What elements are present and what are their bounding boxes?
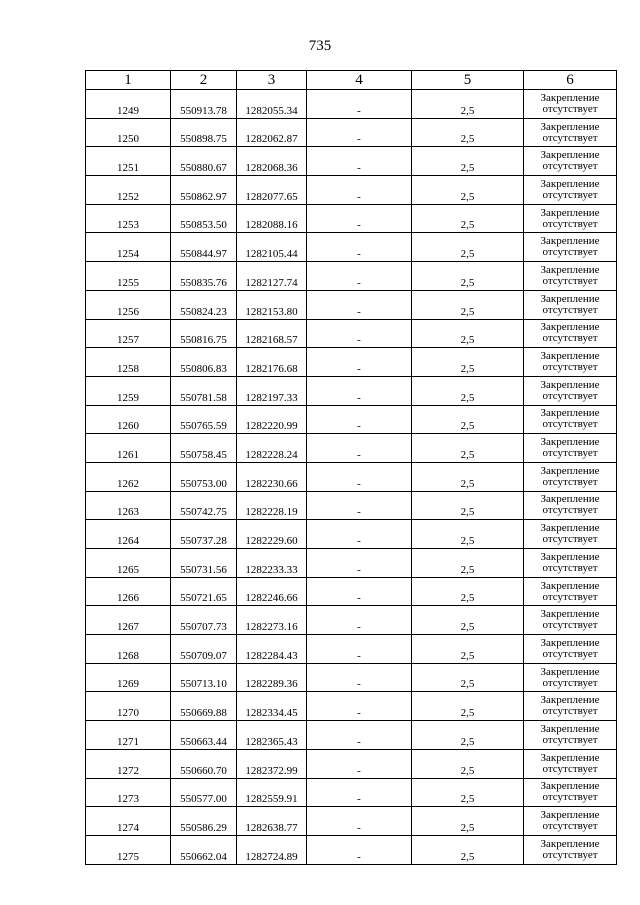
fixing-status-cell [524, 90, 617, 119]
fixing-status-text: Закрепление [540, 722, 600, 735]
point-number-cell: 1274 [86, 807, 171, 836]
column-header-1: 1 [86, 71, 171, 90]
column-4-cell: - [307, 577, 412, 606]
y-coordinate-cell: 1282230.66 [237, 462, 307, 491]
table-row [86, 434, 617, 463]
x-coordinate-cell: 550835.76 [171, 262, 237, 291]
fixing-status-cell [524, 204, 617, 233]
table-row [86, 233, 617, 262]
column-5-cell: 2,5 [412, 692, 524, 721]
fixing-status-cell [524, 807, 617, 836]
table-row [86, 491, 617, 520]
x-coordinate-cell: 550844.97 [171, 233, 237, 262]
column-4-cell: - [307, 549, 412, 578]
point-number-cell: 1269 [86, 663, 171, 692]
column-4-cell: - [307, 233, 412, 262]
x-coordinate-cell: 550862.97 [171, 176, 237, 205]
fixing-status-text: отсутствует [542, 590, 598, 603]
table-row [86, 319, 617, 348]
column-5-cell: 2,5 [412, 778, 524, 807]
point-number-cell: 1259 [86, 376, 171, 405]
fixing-status-cell [524, 749, 617, 778]
column-header-4: 4 [307, 71, 412, 90]
point-number-cell: 1257 [86, 319, 171, 348]
table-row [86, 778, 617, 807]
fixing-status-cell [524, 262, 617, 291]
table-row [86, 462, 617, 491]
x-coordinate-cell: 550758.45 [171, 434, 237, 463]
x-coordinate-cell: 550824.23 [171, 290, 237, 319]
x-coordinate-cell: 550913.78 [171, 90, 237, 119]
column-4-cell: - [307, 778, 412, 807]
point-number-cell: 1260 [86, 405, 171, 434]
point-number-cell: 1256 [86, 290, 171, 319]
fixing-status-cell [524, 434, 617, 463]
fixing-status-text: отсутствует [542, 131, 598, 144]
x-coordinate-cell: 550586.29 [171, 807, 237, 836]
y-coordinate-cell: 1282176.68 [237, 348, 307, 377]
fixing-status-cell [524, 462, 617, 491]
column-5-cell: 2,5 [412, 462, 524, 491]
table-row [86, 90, 617, 119]
y-coordinate-cell: 1282055.34 [237, 90, 307, 119]
fixing-status-cell [524, 577, 617, 606]
column-4-cell: - [307, 90, 412, 119]
column-4-cell: - [307, 807, 412, 836]
fixing-status-text: Закрепление [540, 780, 600, 793]
x-coordinate-cell: 550709.07 [171, 635, 237, 664]
x-coordinate-cell: 550880.67 [171, 147, 237, 176]
x-coordinate-cell: 550853.50 [171, 204, 237, 233]
table-row [86, 520, 617, 549]
x-coordinate-cell: 550713.10 [171, 663, 237, 692]
y-coordinate-cell: 1282197.33 [237, 376, 307, 405]
point-number-cell: 1262 [86, 462, 171, 491]
column-4-cell: - [307, 434, 412, 463]
column-5-cell: 2,5 [412, 491, 524, 520]
column-header-5: 5 [412, 71, 524, 90]
x-coordinate-cell: 550737.28 [171, 520, 237, 549]
point-number-cell: 1258 [86, 348, 171, 377]
fixing-status-text: Закрепление [540, 579, 600, 592]
x-coordinate-cell: 550707.73 [171, 606, 237, 635]
point-number-cell: 1254 [86, 233, 171, 262]
point-number-cell: 1261 [86, 434, 171, 463]
table-row [86, 262, 617, 291]
fixing-status-cell [524, 290, 617, 319]
fixing-status-cell [524, 491, 617, 520]
fixing-status-text: Закрепление [540, 493, 600, 506]
y-coordinate-cell: 1282334.45 [237, 692, 307, 721]
x-coordinate-cell: 550781.58 [171, 376, 237, 405]
column-4-cell: - [307, 204, 412, 233]
y-coordinate-cell: 1282233.33 [237, 549, 307, 578]
column-5-cell: 2,5 [412, 749, 524, 778]
column-5-cell: 2,5 [412, 348, 524, 377]
column-5-cell: 2,5 [412, 577, 524, 606]
fixing-status-cell [524, 778, 617, 807]
fixing-status-text: Закрепление [540, 177, 600, 190]
table-row [86, 807, 617, 836]
fixing-status-cell [524, 405, 617, 434]
fixing-status-text: отсутствует [542, 619, 598, 632]
table-row [86, 749, 617, 778]
x-coordinate-cell: 550577.00 [171, 778, 237, 807]
y-coordinate-cell: 1282559.91 [237, 778, 307, 807]
fixing-status-text: отсутствует [542, 217, 598, 230]
fixing-status-text: отсутствует [542, 303, 598, 316]
fixing-status-cell [524, 348, 617, 377]
point-number-cell: 1270 [86, 692, 171, 721]
fixing-status-text: отсутствует [542, 418, 598, 431]
y-coordinate-cell: 1282062.87 [237, 118, 307, 147]
column-5-cell: 2,5 [412, 663, 524, 692]
fixing-status-text: Закрепление [540, 665, 600, 678]
column-5-cell: 2,5 [412, 721, 524, 750]
column-5-cell: 2,5 [412, 807, 524, 836]
fixing-status-text: отсутствует [542, 733, 598, 746]
table-body [86, 90, 617, 865]
column-5-cell: 2,5 [412, 147, 524, 176]
fixing-status-text: отсутствует [542, 561, 598, 574]
fixing-status-text: Закрепление [540, 235, 600, 248]
fixing-status-text: Закрепление [540, 91, 600, 104]
x-coordinate-cell: 550898.75 [171, 118, 237, 147]
y-coordinate-cell: 1282229.60 [237, 520, 307, 549]
fixing-status-cell [524, 549, 617, 578]
fixing-status-text: Закрепление [540, 608, 600, 621]
column-4-cell: - [307, 348, 412, 377]
point-number-cell: 1250 [86, 118, 171, 147]
fixing-status-cell [524, 635, 617, 664]
column-header-3: 3 [237, 71, 307, 90]
fixing-status-text: Закрепление [540, 407, 600, 420]
point-number-cell: 1255 [86, 262, 171, 291]
y-coordinate-cell: 1282638.77 [237, 807, 307, 836]
fixing-status-cell [524, 233, 617, 262]
fixing-status-text: Закрепление [540, 751, 600, 764]
table-row [86, 376, 617, 405]
column-4-cell: - [307, 491, 412, 520]
fixing-status-text: отсутствует [542, 762, 598, 775]
y-coordinate-cell: 1282228.19 [237, 491, 307, 520]
point-number-cell: 1266 [86, 577, 171, 606]
fixing-status-cell [524, 176, 617, 205]
point-number-cell: 1251 [86, 147, 171, 176]
column-4-cell: - [307, 462, 412, 491]
point-number-cell: 1263 [86, 491, 171, 520]
y-coordinate-cell: 1282068.36 [237, 147, 307, 176]
fixing-status-cell [524, 319, 617, 348]
point-number-cell: 1267 [86, 606, 171, 635]
y-coordinate-cell: 1282365.43 [237, 721, 307, 750]
column-5-cell: 2,5 [412, 606, 524, 635]
column-4-cell: - [307, 749, 412, 778]
column-5-cell: 2,5 [412, 262, 524, 291]
column-5-cell: 2,5 [412, 376, 524, 405]
column-4-cell: - [307, 262, 412, 291]
y-coordinate-cell: 1282246.66 [237, 577, 307, 606]
fixing-status-cell [524, 663, 617, 692]
point-number-cell: 1253 [86, 204, 171, 233]
table-row [86, 405, 617, 434]
x-coordinate-cell: 550731.56 [171, 549, 237, 578]
table-row [86, 635, 617, 664]
column-5-cell: 2,5 [412, 520, 524, 549]
table-row [86, 663, 617, 692]
table-row [86, 204, 617, 233]
point-number-cell: 1271 [86, 721, 171, 750]
table-header-row [86, 71, 617, 90]
x-coordinate-cell: 550721.65 [171, 577, 237, 606]
y-coordinate-cell: 1282168.57 [237, 319, 307, 348]
table-row [86, 721, 617, 750]
fixing-status-text: Закрепление [540, 292, 600, 305]
table-row [86, 147, 617, 176]
fixing-status-text: отсутствует [542, 791, 598, 804]
point-number-cell: 1265 [86, 549, 171, 578]
x-coordinate-cell: 550806.83 [171, 348, 237, 377]
column-5-cell: 2,5 [412, 434, 524, 463]
column-5-cell: 2,5 [412, 290, 524, 319]
column-4-cell: - [307, 606, 412, 635]
x-coordinate-cell: 550662.04 [171, 835, 237, 864]
table-row [86, 348, 617, 377]
fixing-status-cell [524, 692, 617, 721]
column-4-cell: - [307, 663, 412, 692]
fixing-status-text: отсутствует [542, 676, 598, 689]
column-4-cell: - [307, 319, 412, 348]
fixing-status-text: отсутствует [542, 820, 598, 833]
fixing-status-text: отсутствует [542, 504, 598, 517]
y-coordinate-cell: 1282105.44 [237, 233, 307, 262]
fixing-status-cell [524, 606, 617, 635]
fixing-status-text: отсутствует [542, 246, 598, 259]
column-4-cell: - [307, 176, 412, 205]
point-number-cell: 1252 [86, 176, 171, 205]
column-4-cell: - [307, 835, 412, 864]
column-5-cell: 2,5 [412, 635, 524, 664]
fixing-status-text: отсутствует [542, 848, 598, 861]
fixing-status-text: Закрепление [540, 120, 600, 133]
fixing-status-text: отсутствует [542, 533, 598, 546]
fixing-status-text: отсутствует [542, 188, 598, 201]
fixing-status-cell [524, 721, 617, 750]
table-row [86, 692, 617, 721]
fixing-status-text: отсутствует [542, 389, 598, 402]
fixing-status-text: отсутствует [542, 332, 598, 345]
fixing-status-text: отсутствует [542, 705, 598, 718]
x-coordinate-cell: 550765.59 [171, 405, 237, 434]
column-5-cell: 2,5 [412, 319, 524, 348]
fixing-status-text: Закрепление [540, 636, 600, 649]
fixing-status-text: Закрепление [540, 522, 600, 535]
column-4-cell: - [307, 405, 412, 434]
y-coordinate-cell: 1282077.65 [237, 176, 307, 205]
point-number-cell: 1272 [86, 749, 171, 778]
table-row [86, 549, 617, 578]
y-coordinate-cell: 1282088.16 [237, 204, 307, 233]
y-coordinate-cell: 1282284.43 [237, 635, 307, 664]
fixing-status-text: отсутствует [542, 274, 598, 287]
column-5-cell: 2,5 [412, 835, 524, 864]
x-coordinate-cell: 550753.00 [171, 462, 237, 491]
column-4-cell: - [307, 692, 412, 721]
point-number-cell: 1273 [86, 778, 171, 807]
coordinates-table [85, 70, 617, 865]
point-number-cell: 1268 [86, 635, 171, 664]
fixing-status-cell [524, 520, 617, 549]
fixing-status-text: Закрепление [540, 378, 600, 391]
fixing-status-cell [524, 376, 617, 405]
column-4-cell: - [307, 635, 412, 664]
page-number: 735 [308, 38, 332, 54]
column-5-cell: 2,5 [412, 549, 524, 578]
column-5-cell: 2,5 [412, 90, 524, 119]
fixing-status-text: отсутствует [542, 160, 598, 173]
x-coordinate-cell: 550660.70 [171, 749, 237, 778]
fixing-status-text: отсутствует [542, 447, 598, 460]
table-row [86, 835, 617, 864]
point-number-cell: 1264 [86, 520, 171, 549]
y-coordinate-cell: 1282153.80 [237, 290, 307, 319]
fixing-status-text: отсутствует [542, 361, 598, 374]
fixing-status-text: Закрепление [540, 464, 600, 477]
fixing-status-text: отсутствует [542, 647, 598, 660]
column-4-cell: - [307, 118, 412, 147]
y-coordinate-cell: 1282273.16 [237, 606, 307, 635]
column-4-cell: - [307, 520, 412, 549]
point-number-cell: 1249 [86, 90, 171, 119]
fixing-status-text: Закрепление [540, 436, 600, 449]
y-coordinate-cell: 1282220.99 [237, 405, 307, 434]
table-row [86, 118, 617, 147]
x-coordinate-cell: 550816.75 [171, 319, 237, 348]
fixing-status-text: Закрепление [540, 263, 600, 276]
y-coordinate-cell: 1282127.74 [237, 262, 307, 291]
column-5-cell: 2,5 [412, 118, 524, 147]
column-4-cell: - [307, 290, 412, 319]
fixing-status-cell [524, 118, 617, 147]
column-5-cell: 2,5 [412, 405, 524, 434]
y-coordinate-cell: 1282372.99 [237, 749, 307, 778]
y-coordinate-cell: 1282289.36 [237, 663, 307, 692]
fixing-status-text: Закрепление [540, 321, 600, 334]
table-row [86, 176, 617, 205]
x-coordinate-cell: 550669.88 [171, 692, 237, 721]
fixing-status-cell [524, 147, 617, 176]
column-4-cell: - [307, 721, 412, 750]
x-coordinate-cell: 550742.75 [171, 491, 237, 520]
column-4-cell: - [307, 376, 412, 405]
table-row [86, 290, 617, 319]
fixing-status-text: отсутствует [542, 102, 598, 115]
fixing-status-text: Закрепление [540, 149, 600, 162]
column-header-6: 6 [524, 71, 617, 90]
point-number-cell: 1275 [86, 835, 171, 864]
fixing-status-text: Закрепление [540, 550, 600, 563]
fixing-status-text: Закрепление [540, 809, 600, 822]
column-5-cell: 2,5 [412, 233, 524, 262]
column-header-2: 2 [171, 71, 237, 90]
y-coordinate-cell: 1282228.24 [237, 434, 307, 463]
column-4-cell: - [307, 147, 412, 176]
column-5-cell: 2,5 [412, 176, 524, 205]
y-coordinate-cell: 1282724.89 [237, 835, 307, 864]
table-row [86, 577, 617, 606]
fixing-status-text: Закрепление [540, 206, 600, 219]
column-5-cell: 2,5 [412, 204, 524, 233]
x-coordinate-cell: 550663.44 [171, 721, 237, 750]
fixing-status-text: Закрепление [540, 837, 600, 850]
fixing-status-text: Закрепление [540, 350, 600, 363]
table-row [86, 606, 617, 635]
fixing-status-text: отсутствует [542, 475, 598, 488]
fixing-status-cell [524, 835, 617, 864]
fixing-status-text: Закрепление [540, 694, 600, 707]
